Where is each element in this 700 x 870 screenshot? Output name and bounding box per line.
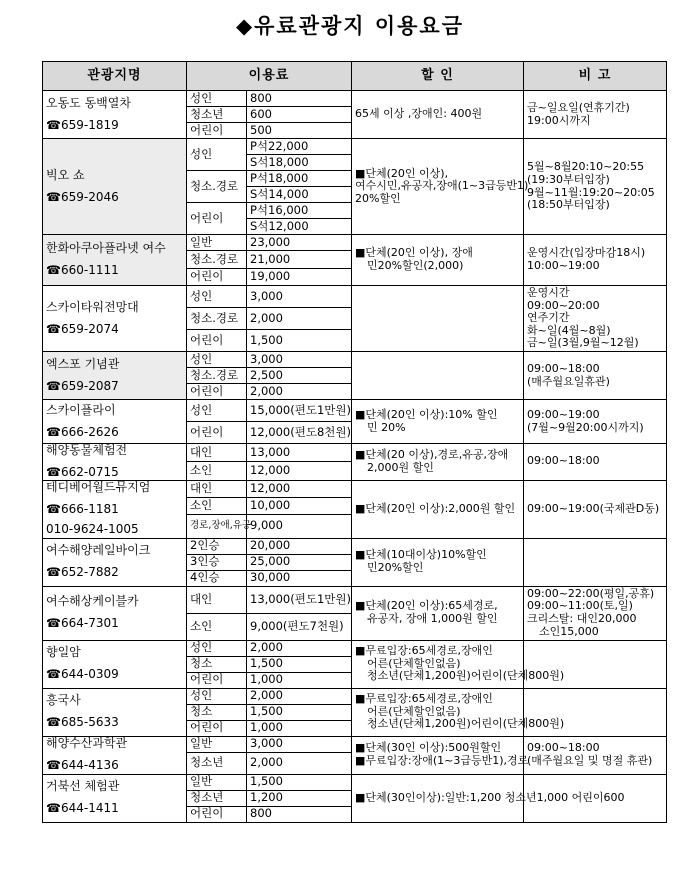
fee-category: 성인 (187, 400, 247, 422)
discount-text-line: 민20%할인 (367, 561, 424, 575)
site-phone: ☎659-2087 (46, 378, 119, 393)
fee-category: 소인 (187, 497, 247, 514)
site-cell (43, 286, 187, 352)
site-name: 거북선 체험관 (46, 779, 120, 794)
discount-text (352, 736, 529, 774)
fee-category: 일반 (187, 736, 247, 752)
fee-amount: 500 (247, 123, 352, 139)
note-text (524, 736, 667, 774)
phone-icon: ☎ (46, 378, 61, 393)
fee-amount: 19,000 (247, 269, 352, 286)
table-row (43, 586, 667, 613)
note-text-line: 운영시간(입장마감18시) (527, 246, 646, 260)
note-text-line: 09:00~18:00 (527, 361, 600, 375)
fee-category: 일반 (187, 235, 247, 251)
phone-icon: ☎ (46, 189, 61, 204)
fee-category: 청소.경로 (187, 251, 247, 269)
site-phone: ☎659-1819 (46, 117, 119, 132)
fee-category: 어린이 (187, 672, 247, 688)
discount-text (352, 400, 524, 444)
fee-amount: 13,000 (247, 444, 352, 462)
fee-amount: 1,200 (247, 790, 352, 806)
note-text (524, 139, 667, 235)
fee-category: 성인 (187, 91, 247, 107)
site-phone: ☎659-2074 (46, 321, 119, 336)
note-text-line: 09:00~19:00 (527, 407, 600, 421)
site-phone: ☎659-2046 (46, 189, 119, 204)
fee-amount: 600 (247, 107, 352, 123)
fee-category: 어린이 (187, 806, 247, 822)
fee-amount: 25,000 (247, 554, 352, 570)
site-name: 스카이플라이 (46, 402, 116, 417)
phone-icon: ☎ (46, 464, 61, 479)
discount-text-line: 청소년(단체1,200원)어린이(단체800원) (367, 717, 565, 731)
header-note: 비 고 (524, 62, 667, 91)
fee-amount: 800 (247, 806, 352, 822)
discount-text-line: 어른(단체할인없음) (367, 704, 461, 718)
header-fee: 이용료 (187, 62, 352, 91)
phone-icon: ☎ (46, 715, 61, 730)
site-phone: ☎666-1181 (46, 502, 119, 517)
discount-text (352, 235, 524, 286)
fee-amount: 10,000 (247, 497, 352, 514)
fee-category: 청소년 (187, 107, 247, 123)
table-row (43, 91, 667, 107)
fee-amount: 1,000 (247, 672, 352, 688)
note-text-line: 5월~8월20:10~20:55 (527, 160, 645, 174)
fee-category: 성인 (187, 139, 247, 171)
table-row (43, 286, 667, 308)
note-text (524, 235, 667, 286)
site-name: 여수해상케이블카 (46, 594, 139, 609)
note-text (524, 91, 667, 139)
table-row (43, 736, 667, 752)
fee-amount: 13,000(편도1만원) (247, 586, 352, 613)
site-phone: ☎662-0715 (46, 464, 119, 479)
fee-category: 어린이 (187, 330, 247, 352)
discount-text-line: ■단체(10대이상)10%할인 (355, 548, 487, 562)
note-text (524, 538, 667, 586)
note-text-line: (매주월요일휴관) (527, 374, 610, 388)
table-row (43, 235, 667, 251)
fee-category: 대인 (187, 586, 247, 613)
fee-category: 어린이 (187, 422, 247, 444)
site-phone: ☎652-7882 (46, 565, 119, 580)
fee-category: 어린이 (187, 384, 247, 400)
site-name: 여수해양레일바이크 (46, 543, 151, 558)
site-phone: ☎666-2626 (46, 424, 119, 439)
table-row (43, 640, 667, 656)
note-text-line: 09:00~19:00(국제관D동) (527, 501, 660, 515)
site-name: 해양동물체험전 (46, 443, 128, 457)
note-text-line: 9월~11월:19:20~20:05 (527, 185, 655, 199)
fee-amount: 9,000 (247, 514, 352, 538)
fee-amount: 23,000 (247, 235, 352, 251)
note-text (524, 444, 667, 481)
site-phone: ☎644-4136 (46, 758, 119, 773)
site-cell (43, 688, 187, 736)
discount-text (352, 444, 524, 481)
note-text (524, 400, 667, 444)
note-text-line: 운영시간 (527, 285, 570, 299)
fee-category: 청소.경로 (187, 308, 247, 330)
phone-icon: ☎ (46, 565, 61, 580)
fee-amount: 2,000 (247, 384, 352, 400)
discount-text-line: ■단체(20인 이상), (355, 166, 449, 180)
fee-amount: 15,000(편도1만원) (247, 400, 352, 422)
fee-category: 청소.경로 (187, 368, 247, 384)
fee-amount: P석18,000 (247, 171, 352, 187)
note-text-line: 09:00~18:00 (527, 741, 600, 755)
note-text-line: (18:50부터입장) (527, 198, 610, 212)
header-discount: 할 인 (352, 62, 524, 91)
site-cell (43, 480, 187, 538)
phone-icon: ☎ (46, 502, 61, 517)
discount-text-line: 유공자, 장애 1,000원 할인 (367, 612, 498, 626)
fee-amount: 1,500 (247, 330, 352, 352)
site-name: 흥국사 (46, 693, 81, 708)
discount-text-line: ■단체(20인 이상), 장애 (355, 246, 473, 260)
fee-amount: 2,000 (247, 308, 352, 330)
fee-category: 대인 (187, 480, 247, 497)
phone-icon: ☎ (46, 321, 61, 336)
fee-amount: 20,000 (247, 538, 352, 554)
discount-text-line: 어른(단체할인없음) (367, 656, 461, 670)
fee-category: 성인 (187, 640, 247, 656)
site-phone: ☎644-0309 (46, 667, 119, 682)
site-phone: ☎664-7301 (46, 616, 119, 631)
fee-table-body (43, 91, 667, 823)
site-name: 한화아쿠아플라넷 여수 (46, 241, 166, 256)
note-text (524, 586, 667, 640)
discount-text-line: 여수시민,유공자,장애(1~3급등반1) (355, 179, 529, 193)
fee-amount: 12,000 (247, 480, 352, 497)
discount-text (352, 538, 524, 586)
discount-text (352, 640, 565, 688)
fee-category: 어린이 (187, 720, 247, 736)
site-phone-2: 010-9624-1005 (46, 521, 139, 536)
note-text-line: (19:30부터입장) (527, 172, 610, 186)
fee-category: 어린이 (187, 203, 247, 235)
phone-icon: ☎ (46, 263, 61, 277)
fee-category: 성인 (187, 352, 247, 368)
discount-text-line: ■무료입장:장애(1~3급등반1),경로 (355, 754, 529, 768)
discount-text-line: ■단체(20인 이상):2,000원 할인 (355, 501, 516, 515)
fee-amount: S석14,000 (247, 187, 352, 203)
discount-text (352, 586, 524, 640)
fee-category: 청소 (187, 704, 247, 720)
note-text-line: 크리스탈: 대인20,000 (527, 612, 637, 626)
discount-text-line: ■단체(30인 이상):500원할인 (355, 741, 502, 755)
table-row (43, 480, 667, 497)
note-text (524, 352, 667, 400)
fee-category: 경로,장애,유공 (187, 514, 247, 538)
discount-text (352, 286, 524, 352)
note-text-line: 화~일(4월~8월) (527, 323, 611, 337)
note-text-line: 연주기간 (527, 311, 570, 325)
fee-amount: 2,500 (247, 368, 352, 384)
table-row (43, 688, 667, 704)
note-text-line: (7월~9월20:00시까지) (527, 420, 644, 434)
page-title: ◆유료관광지 이용요금 (235, 14, 465, 38)
site-cell (43, 736, 187, 774)
note-text (524, 480, 667, 538)
note-text-line: 소인15,000 (539, 624, 599, 638)
site-cell (43, 91, 187, 139)
discount-text-line: ■단체(20 이상),경로,유공,장애 (355, 448, 509, 462)
fee-amount: P석16,000 (247, 203, 352, 219)
site-phone: ☎685-5633 (46, 715, 119, 730)
site-cell (43, 235, 187, 286)
fee-category: 2인승 (187, 538, 247, 554)
fee-table (42, 61, 667, 823)
site-name: 빅오 쇼 (46, 167, 85, 182)
fee-category: 청소년 (187, 790, 247, 806)
fee-category: 청소.경로 (187, 171, 247, 203)
table-row (43, 774, 667, 790)
note-text-line: 10:00~19:00 (527, 259, 600, 272)
phone-icon: ☎ (46, 117, 61, 132)
fee-amount: 2,000 (247, 688, 352, 704)
fee-category: 성인 (187, 688, 247, 704)
site-name: 해양수산과학관 (46, 736, 128, 751)
fee-category: 청소년 (187, 752, 247, 774)
site-cell (43, 586, 187, 640)
phone-icon: ☎ (46, 801, 61, 816)
fee-amount: 1,500 (247, 656, 352, 672)
site-cell (43, 444, 187, 481)
note-text-line: 19:00시까지 (527, 113, 591, 127)
header-row (43, 62, 667, 91)
fee-amount: 1,500 (247, 774, 352, 790)
fee-category: 4인승 (187, 570, 247, 586)
note-text-line: (매주월요일 및 명절 휴관) (527, 754, 653, 768)
fee-amount: 21,000 (247, 251, 352, 269)
fee-amount: 9,000(편도7천원) (247, 613, 352, 640)
site-name: 테디베어월드뮤지엄 (46, 480, 151, 495)
fee-amount: 12,000 (247, 462, 352, 480)
site-cell (43, 400, 187, 444)
site-cell (43, 640, 187, 688)
fee-category: 어린이 (187, 269, 247, 286)
note-text-line: 09:00~20:00 (527, 298, 600, 312)
table-row (43, 538, 667, 554)
fee-amount: 1,500 (247, 704, 352, 720)
discount-text-line: ■단체(30인이상):일반:1,200 청소년1,000 어린이600 (355, 790, 625, 804)
fee-amount: 800 (247, 91, 352, 107)
fee-amount: 30,000 (247, 570, 352, 586)
fee-category: 일반 (187, 774, 247, 790)
discount-text (352, 774, 625, 822)
discount-text-line: 65세 이상 ,장애인: 400원 (355, 107, 483, 121)
phone-icon: ☎ (46, 667, 61, 682)
fee-amount: P석22,000 (247, 139, 352, 155)
fee-amount: 3,000 (247, 286, 352, 308)
header-site: 관광지명 (43, 62, 187, 91)
fee-category: 소인 (187, 613, 247, 640)
site-name: 오동도 동백열차 (46, 95, 131, 110)
site-phone: ☎644-1411 (46, 801, 119, 816)
note-text-line: 금~일(3월,9월~12월) (527, 336, 639, 350)
discount-text-line: ■무료입장:65세경로,장애인 (355, 644, 493, 658)
table-row (43, 139, 667, 155)
table-row (43, 352, 667, 368)
table-row (43, 400, 667, 422)
fee-category: 어린이 (187, 123, 247, 139)
site-cell (43, 139, 187, 235)
discount-text (352, 91, 524, 139)
fee-amount: 1,000 (247, 720, 352, 736)
discount-text-line: 20%할인 (355, 191, 401, 205)
discount-text-line: 민20%할인(2,000) (367, 259, 464, 272)
discount-text-line: 2,000원 할인 (367, 460, 434, 474)
discount-text (352, 139, 529, 235)
discount-text (352, 352, 524, 400)
discount-text-line: ■무료입장:65세경로,장애인 (355, 692, 493, 706)
discount-text-line: ■단체(20인 이상):65세경로, (355, 599, 498, 613)
note-text-line: 09:00~22:00(평일,공휴) (527, 586, 655, 600)
note-text-line: 금~일요일(연휴기간) (527, 100, 630, 114)
site-name: 스카이타워전망대 (46, 299, 139, 314)
fee-amount: 2,000 (247, 752, 352, 774)
fee-category: 성인 (187, 286, 247, 308)
note-text-line: 09:00~11:00(토,일) (527, 599, 633, 613)
note-text-line: 09:00~18:00 (527, 454, 600, 468)
fee-amount: 3,000 (247, 736, 352, 752)
fee-amount: 12,000(편도8천원) (247, 422, 352, 444)
phone-icon: ☎ (46, 616, 61, 631)
phone-icon: ☎ (46, 758, 61, 773)
fee-amount: 2,000 (247, 640, 352, 656)
fee-category: 소인 (187, 462, 247, 480)
discount-text (352, 480, 524, 538)
phone-icon: ☎ (46, 424, 61, 439)
discount-text-line: 민 20% (367, 420, 406, 434)
site-cell (43, 774, 187, 822)
discount-text-line: 청소년(단체1,200원)어린이(단체800원) (367, 669, 565, 683)
site-cell (43, 538, 187, 586)
note-text (524, 286, 667, 352)
discount-text (352, 688, 565, 736)
site-cell (43, 352, 187, 400)
fee-category: 3인승 (187, 554, 247, 570)
table-row (43, 444, 667, 462)
fee-amount: 3,000 (247, 352, 352, 368)
site-phone: ☎660-1111 (46, 263, 119, 277)
site-name: 엑스포 기념관 (46, 356, 120, 371)
fee-category: 청소 (187, 656, 247, 672)
fee-category: 대인 (187, 444, 247, 462)
fee-amount: S석12,000 (247, 219, 352, 235)
discount-text-line: ■단체(20인 이상):10% 할인 (355, 407, 498, 421)
fee-amount: S석18,000 (247, 155, 352, 171)
site-name: 향일암 (46, 645, 81, 660)
